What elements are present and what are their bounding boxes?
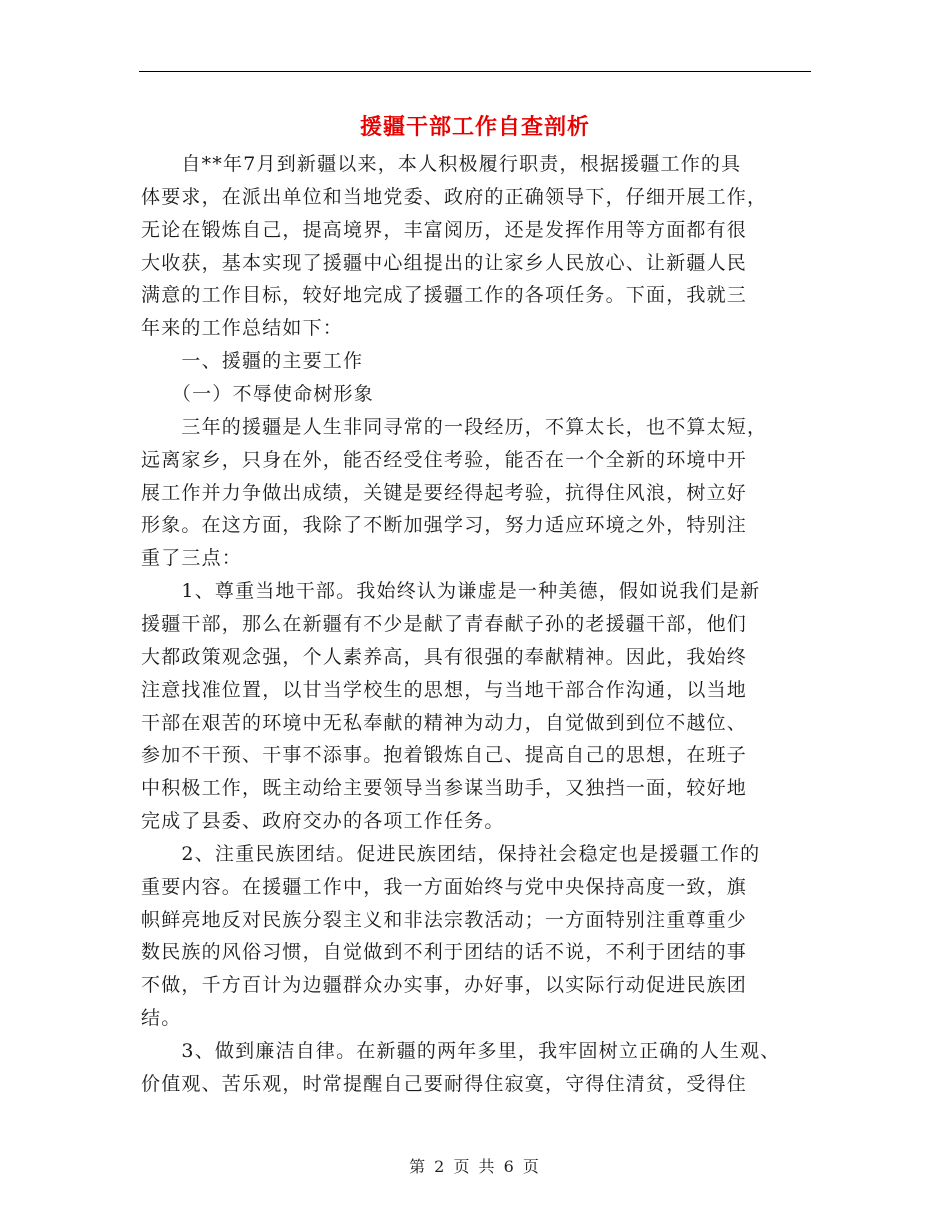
body-line: （一）不辱使命树形象 — [141, 383, 374, 405]
body-line: 形象。在这方面，我除了不断加强学习，努力适应环境之外，特别注 — [141, 514, 748, 537]
body-line: 年来的工作总结如下： — [141, 317, 344, 340]
body-line: 体要求，在派出单位和当地党委、政府的正确领导下，仔细开展工作， — [141, 185, 768, 208]
body-line: 结。 — [141, 1007, 182, 1030]
body-line: 帜鲜亮地反对民族分裂主义和非法宗教活动；一方面特别注重尊重少 — [141, 908, 748, 931]
body-line: 1、尊重当地干部。我始终认为谦虚是一种美德，假如说我们是新 — [141, 580, 761, 602]
document-title: 援疆干部工作自查剖析 — [359, 115, 590, 140]
body-line: 注意找准位置，以甘当学校生的思想，与当地干部合作沟通，以当地 — [141, 678, 748, 701]
body-line: 数民族的风俗习惯，自觉做到不利于团结的话不说，不利于团结的事 — [141, 941, 748, 964]
body-line: 自**年7月到新疆以来，本人积极履行职责，根据援疆工作的具 — [141, 153, 742, 175]
body-line: 完成了县委、政府交办的各项工作任务。 — [141, 810, 505, 832]
header-rule — [139, 71, 811, 72]
body-line: 援疆干部，那么在新疆有不少是献了青春献子孙的老援疆干部，他们 — [141, 612, 748, 635]
body-line: 重了三点： — [141, 547, 243, 570]
body-line: 满意的工作目标，较好地完成了援疆工作的各项任务。下面，我就三 — [141, 284, 748, 307]
body-line: 大都政策观念强，个人素养高，具有很强的奉献精神。因此，我始终 — [141, 645, 748, 668]
body-line: 重要内容。在援疆工作中，我一方面始终与党中央保持高度一致，旗 — [141, 875, 748, 898]
body-line: 展工作并力争做出成绩，关键是要经得起考验，抗得住风浪，树立好 — [141, 481, 748, 504]
body-line: 价值观、苦乐观，时常提醒自己要耐得住寂寞，守得住清贫，受得住 — [141, 1072, 748, 1095]
body-line: 3、做到廉洁自律。在新疆的两年多里，我牢固树立正确的人生观、 — [141, 1040, 781, 1062]
body-line: 干部在艰苦的环境中无私奉献的精神为动力，自觉做到到位不越位、 — [141, 711, 748, 734]
body-line: 一、援疆的主要工作 — [141, 350, 364, 373]
body-line: 中积极工作，既主动给主要领导当参谋当助手，又独挡一面，较好地 — [141, 777, 748, 800]
body-line: 大收获，基本实现了援疆中心组提出的让家乡人民放心、让新疆人民 — [141, 251, 748, 274]
body-line: 三年的援疆是人生非同寻常的一段经历，不算太长，也不算太短， — [141, 415, 768, 438]
body-line: 2、注重民族团结。促进民族团结，保持社会稳定也是援疆工作的 — [141, 842, 761, 865]
body-line: 参加不干预、干事不添事。抱着锻炼自己、提高自己的思想，在班子 — [141, 744, 748, 767]
body-line: 不做，千方百计为边疆群众办实事，办好事，以实际行动促进民族团 — [141, 974, 748, 997]
body-line: 无论在锻炼自己，提高境界，丰富阅历，还是发挥作用等方面都有很 — [141, 218, 748, 241]
body-line: 远离家乡，只身在外，能否经受住考验，能否在一个全新的环境中开 — [141, 448, 748, 471]
page-footer: 第 2 页 共 6 页 — [409, 1157, 541, 1176]
